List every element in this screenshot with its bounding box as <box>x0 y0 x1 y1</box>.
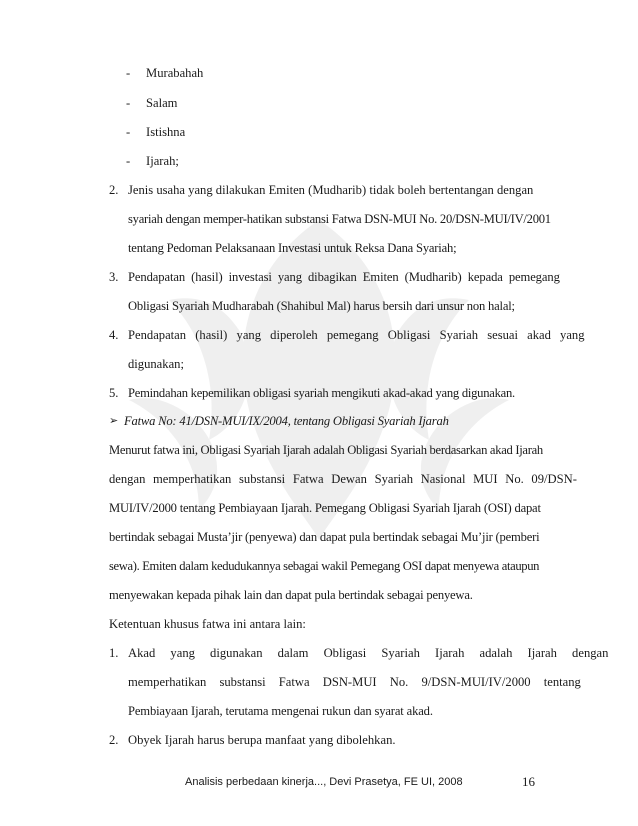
document-page: - Murabahah - Salam - Istishna - Ijarah; 2. Jenis usaha yang dilakukan Emiten (Mudharib) tidak boleh bertentangan dengan syariah dengan memper-hatikan substansi Fatwa DSN-MUI No. 20/DSN-MUI/IV/2001 tentang Pedoman Pelaksanaan Investasi untuk Reksa Dana Syariah; 3. Pendapatan (hasil) investasi yang dibagikan Emiten (Mudharib) kepada pemegang Obligasi Syariah Mudharabah (Shahibul Mal) harus bersih dari unsur non halal; 4. Pendapatan (hasil) yang diperoleh pemegang Obligasi Syariah sesuai akad yang digunakan; 5. Pemindahan kepemilikan obligasi syariah mengikuti akad-akad yang digunakan. ➢ Fatwa No: 41/DSN-MUI/IX/2004, tentang Obligasi Syariah Ijarah Menurut fatwa ini, Obligasi Syariah Ijarah adalah Obligasi Syariah berdasarkan akad Ijarah dengan memperhatikan substansi Fatwa Dewan Syariah Nasional MUI No. 09/DSN- MUI/IV/2000 tentang Pembiayaan Ijarah. Pemegang Obligasi Syariah Ijarah (OSI) dapat bertindak sebagai Musta’jir (penyewa) dan dapat pula bertindak sebagai Mu’jir (pemberi sewa). Emiten dalam kedudukannya sebagai wakil Pemegang OSI dapat menyewa ataupun menyewakan kepada pihak lain dan dapat pula bertindak sebagai penyewa. Ketentuan khusus fatwa ini antara lain: 1. Akad yang digunakan dalam Obligasi Syariah Ijarah adalah Ijarah dengan memperhatikan substansi Fatwa DSN-MUI No. 9/DSN-MUI/IV/2000 tentang Pembiayaan Ijarah, terutama mengenai rukun dan syarat akad. 2. Obyek Ijarah harus berupa manfaat yang dibolehkan. Analisis perbedaan kinerja..., Devi Prasetya, FE UI, 2008 16 <box>109 66 609 789</box>
arrow-bullet-icon: ➢ <box>109 415 119 427</box>
list-item-line: Jenis usaha yang dilakukan Emiten (Mudharib) tidak boleh bertentangan dengan <box>128 183 534 197</box>
footer-citation: Analisis perbedaan kinerja..., Devi Prasetya, FE UI, 2008 <box>185 776 463 788</box>
page-number: 16 <box>522 774 535 789</box>
